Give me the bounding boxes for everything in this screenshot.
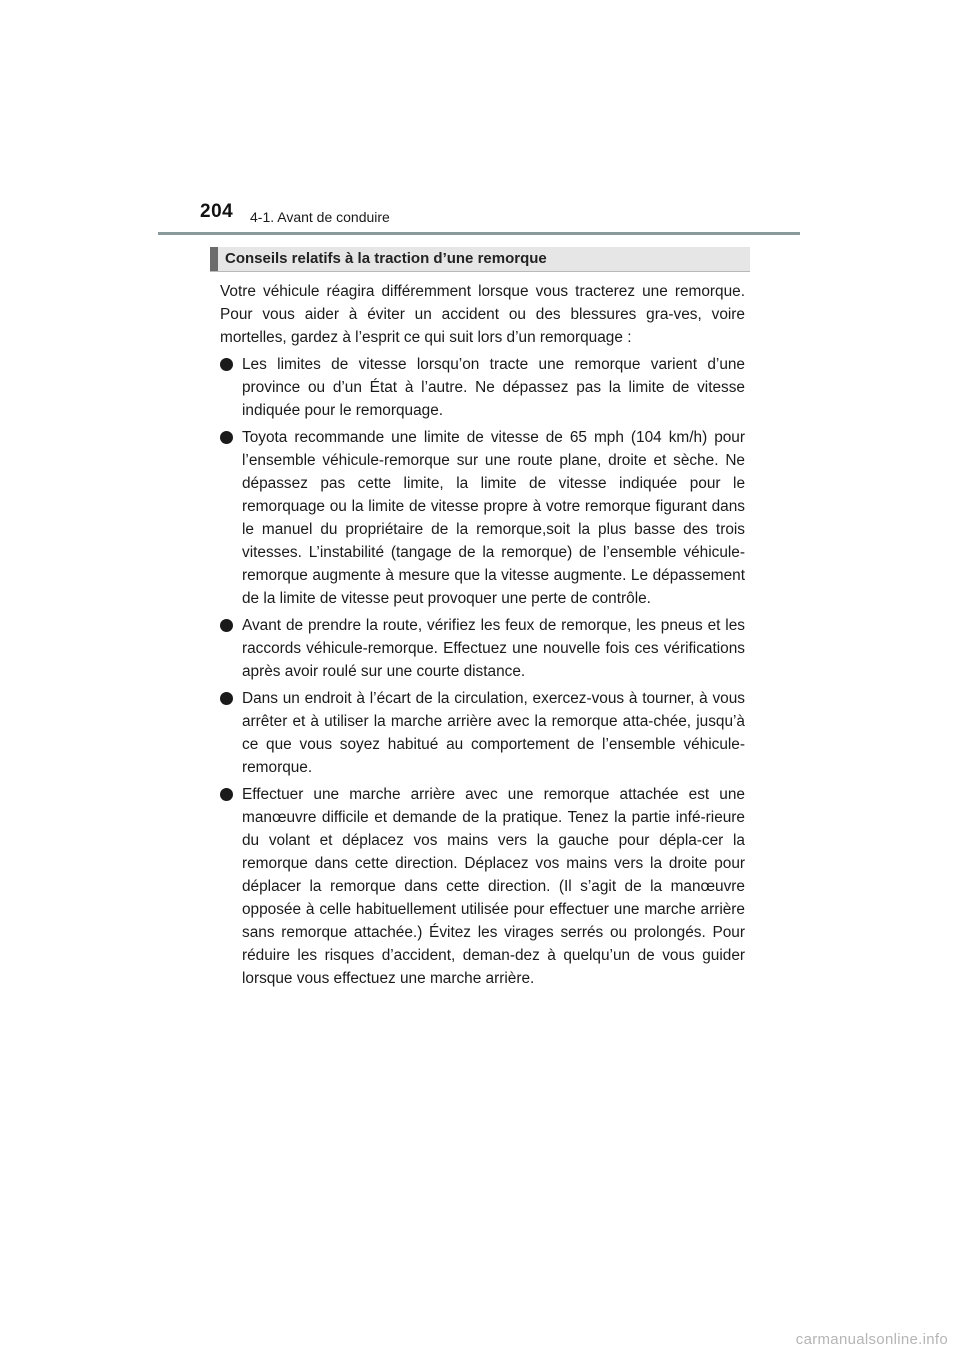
bullet-dot-icon — [220, 431, 233, 444]
content-body — [220, 280, 745, 994]
bullet-dot-icon — [220, 358, 233, 371]
chapter-section-label: 4-1. Avant de conduire — [250, 209, 390, 225]
bullet-item — [220, 687, 745, 779]
bullet-text: Les limites de vitesse lorsqu’on tracte une remorque varient d’une province ou d’un État à l’autre. Ne dépassez pas la limite de vitesse indiquée pour le remorquage. — [242, 356, 745, 419]
bullet-dot-icon — [220, 619, 233, 632]
bullet-dot-icon — [220, 692, 233, 705]
bullet-item — [220, 353, 745, 422]
bullet-text: Toyota recommande une limite de vitesse de 65 mph (104 km/h) pour l’ensemble véhicule-remorque sur une route plane, droite et sèche. Ne dépassez pas cette limite, la limite de vitesse indiquée pour le remorquage ou la limite de vitesse propre à votre remorque figurant dans le manuel du propriétaire de la remorque,soit la plus basse des trois vitesses. L’instabilité (tangage de la remorque) de l’ensemble véhicule-remorque augmente à mesure que la vitesse augmente. Le dépassement de la limite de vitesse peut provoquer une perte de contrôle. — [242, 429, 745, 607]
watermark-link[interactable]: carmanualsonline.info — [795, 1331, 948, 1348]
page-number: 204 — [200, 201, 234, 222]
section-title-bar — [210, 247, 750, 272]
section-title: Conseils relatifs à la traction d’une remorque — [225, 250, 547, 267]
bullet-item — [220, 426, 745, 610]
bullet-dot-icon — [220, 788, 233, 801]
title-accent-bar — [210, 247, 218, 271]
bullet-list — [220, 353, 745, 990]
bullet-item — [220, 614, 745, 683]
bullet-text: Dans un endroit à l’écart de la circulation, exercez-vous à tourner, à vous arrêter et à utiliser la marche arrière avec la remorque atta-chée, jusqu’à ce que vous soyez habitué au comportement de l’ensemble véhicule-remorque. — [242, 690, 745, 776]
bullet-text: Avant de prendre la route, vérifiez les feux de remorque, les pneus et les raccords véhicule-remorque. Effectuez une nouvelle fois ces vérifications après avoir roulé sur une courte distance. — [242, 617, 745, 680]
bullet-text: Effectuer une marche arrière avec une remorque attachée est une manœuvre difficile et demande de la pratique. Tenez la partie infé-rieure du volant et déplacez vos mains vers la gauche pour dépla-cer la remorque dans cette direction. Déplacez vos mains vers la droite pour déplacer la remorque dans cette direction. (Il s’agit de la manœuvre opposée à celle habituellement utilisée pour effectuer une marche arrière sans remorque attachée.) Évitez les virages serrés ou prolongés. Pour réduire les risques d’accident, deman-dez à quelqu’un de vous guider lorsque vous effectuez une marche arrière. — [242, 786, 745, 987]
header-rule — [158, 232, 800, 235]
bullet-item — [220, 783, 745, 990]
intro-paragraph: Votre véhicule réagira différemment lorsque vous tracterez une remorque. Pour vous aider à éviter un accident ou des blessures gra-ves, voire mortelles, gardez à l’esprit ce qui suit lors d’un remorquage : — [220, 283, 745, 346]
